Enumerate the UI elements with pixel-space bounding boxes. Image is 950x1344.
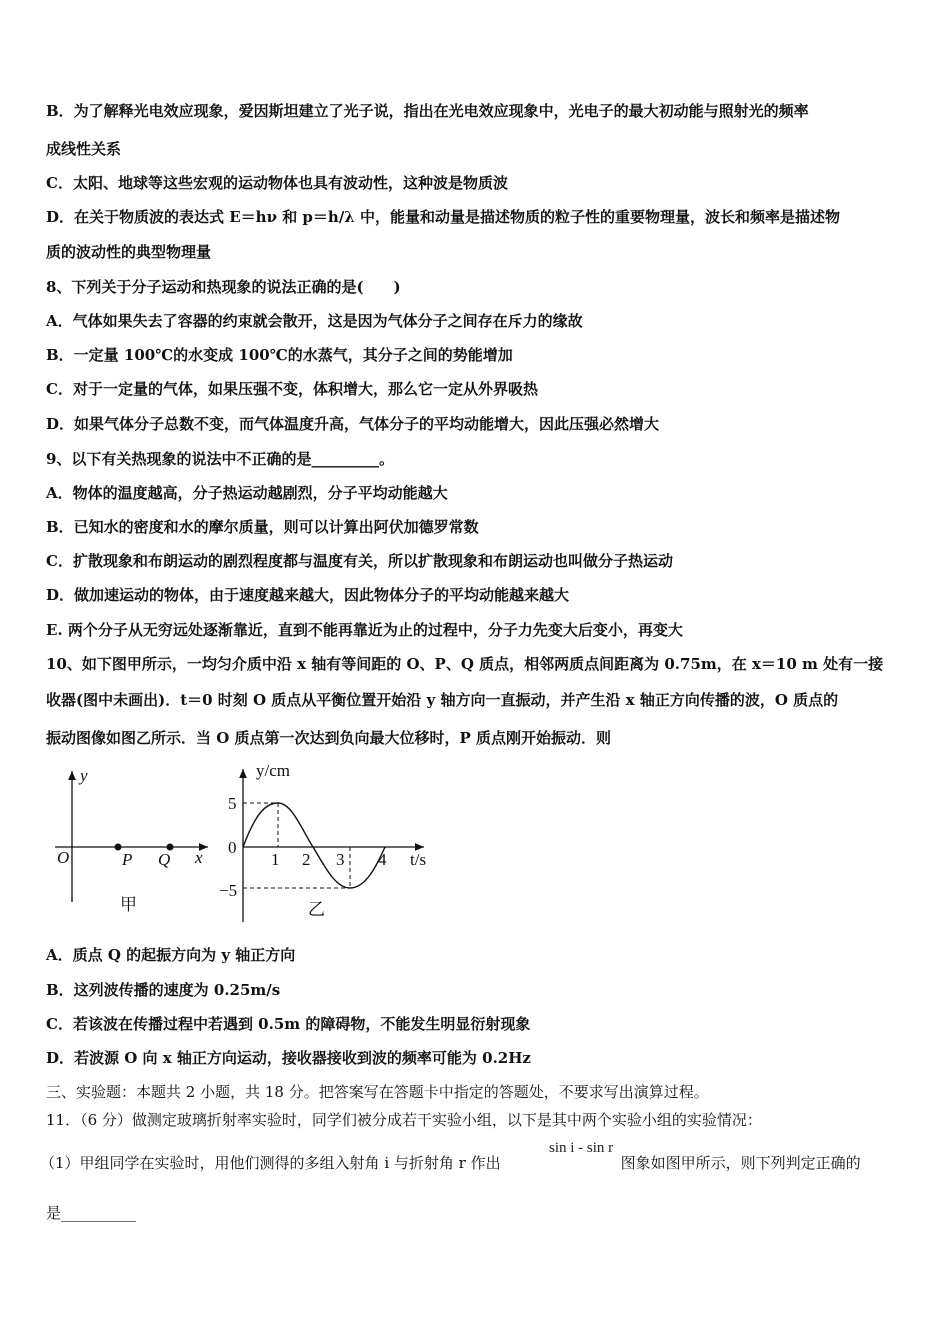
sine-curve <box>243 803 385 888</box>
q9-option-e: E. 两个分子从无穷远处逐渐靠近，直到不能再靠近为止的过程中，分子力先变大后变小，再变大 <box>46 621 683 639</box>
q9-option-b: B．已知水的密度和水的摩尔质量，则可以计算出阿伏加德罗常数 <box>46 518 479 536</box>
option-d-line1: D．在关于物质波的表达式 E＝hν 和 p＝h/λ 中，能量和动量是描述物质的粒子性的重要物理量，波长和频率是描述物 <box>46 208 841 226</box>
q8-option-b: B．一定量 100℃的水变成 100℃的水蒸气，其分子之间的势能增加 <box>46 346 513 364</box>
tick-0: 0 <box>228 838 237 857</box>
t-s-label: t/s <box>410 850 427 869</box>
p-label: P <box>122 850 133 869</box>
q11-part1-line1: （1）甲组同学在实验时，用他们测得的多组入射角 i 与折射角 r 作出 图象如图甲所示，则下列判定正确的 <box>40 1154 861 1172</box>
origin-label: O <box>57 848 70 867</box>
option-d-line2: 质的波动性的典型物理量 <box>46 243 212 261</box>
option-c: C．太阳、地球等这些宏观的运动物体也具有波动性，这种波是物质波 <box>46 174 508 192</box>
question-11: 11．（6 分）做测定玻璃折射率实验时，同学们被分成若干实验小组，以下是其中两个实验小组的实验情况： <box>46 1111 762 1129</box>
figure-jia <box>55 766 208 914</box>
q-label: Q <box>158 850 171 869</box>
tick-t1: 1 <box>271 850 280 869</box>
question-10-line2: 收器(图中未画出)．t＝0 时刻 O 质点从平衡位置开始沿 y 轴方向一直振动，并产生沿 x 轴正方向传播的波，O 质点的 <box>46 691 839 709</box>
wave-figure <box>0 755 460 930</box>
point-p <box>115 844 122 851</box>
formula-sin-i-sin-r: sin i - sin r <box>549 1140 614 1156</box>
y-axis-label: y <box>80 766 88 785</box>
q8-option-c: C．对于一定量的气体，如果压强不变，体积增大，那么它一定从外界吸热 <box>46 380 538 398</box>
q8-option-d: D．如果气体分子总数不变，而气体温度升高，气体分子的平均动能增大，因此压强必然增大 <box>46 415 660 433</box>
q10-option-a: A．质点 Q 的起振方向为 y 轴正方向 <box>46 946 296 964</box>
tick-neg5: −5 <box>219 881 238 900</box>
tick-t4: 4 <box>378 850 387 869</box>
question-8: 8、下列关于分子运动和热现象的说法正确的是( ) <box>46 278 401 296</box>
question-10-line3: 振动图像如图乙所示．当 O 质点第一次达到负向最大位移时，P 质点刚开始振动．则 <box>46 729 612 747</box>
option-b-line2: 成线性关系 <box>46 140 122 158</box>
tick-t2: 2 <box>302 850 311 869</box>
q10-option-d: D．若波源 O 向 x 轴正方向运动，接收器接收到波的频率可能为 0.2Hz <box>46 1049 531 1067</box>
q11-part1-line2: 是__________ <box>46 1204 137 1222</box>
question-9: 9、以下有关热现象的说法中不正确的是_________。 <box>46 450 394 468</box>
q8-option-a: A．气体如果失去了容器的约束就会散开，这是因为气体分子之间存在斥力的缘故 <box>46 312 583 330</box>
option-b-line1: B．为了解释光电效应现象，爱因斯坦建立了光子说，指出在光电效应现象中，光电子的最大初动能与照射光的频率 <box>46 102 809 120</box>
figure-yi <box>219 761 426 922</box>
q9-option-c: C．扩散现象和布朗运动的剧烈程度都与温度有关，所以扩散现象和布朗运动也叫做分子热运动 <box>46 552 673 570</box>
section-3-heading: 三、实验题：本题共 2 小题，共 18 分。把答案写在答题卡中指定的答题处，不要求写出演算过程。 <box>46 1083 709 1101</box>
q9-option-d: D．做加速运动的物体，由于速度越来越大，因此物体分子的平均动能越来越大 <box>46 586 570 604</box>
q10-option-b: B．这列波传播的速度为 0.25m/s <box>46 981 281 999</box>
q9-option-a: A．物体的温度越高，分子热运动越剧烈，分子平均动能越大 <box>46 484 448 502</box>
y-cm-label: y/cm <box>256 761 290 780</box>
caption-jia: 甲 <box>120 895 137 914</box>
caption-yi: 乙 <box>308 900 325 919</box>
q10-option-c: C．若该波在传播过程中若遇到 0.5m 的障碍物，不能发生明显衍射现象 <box>46 1015 531 1033</box>
x-axis-label: x <box>195 848 203 867</box>
question-10-line1: 10、如下图甲所示，一均匀介质中沿 x 轴有等间距的 O、P、Q 质点，相邻两质点间距离为 0.75m，在 x＝10 m 处有一接 <box>46 655 884 673</box>
tick-t3: 3 <box>336 850 345 869</box>
tick-5: 5 <box>228 794 237 813</box>
